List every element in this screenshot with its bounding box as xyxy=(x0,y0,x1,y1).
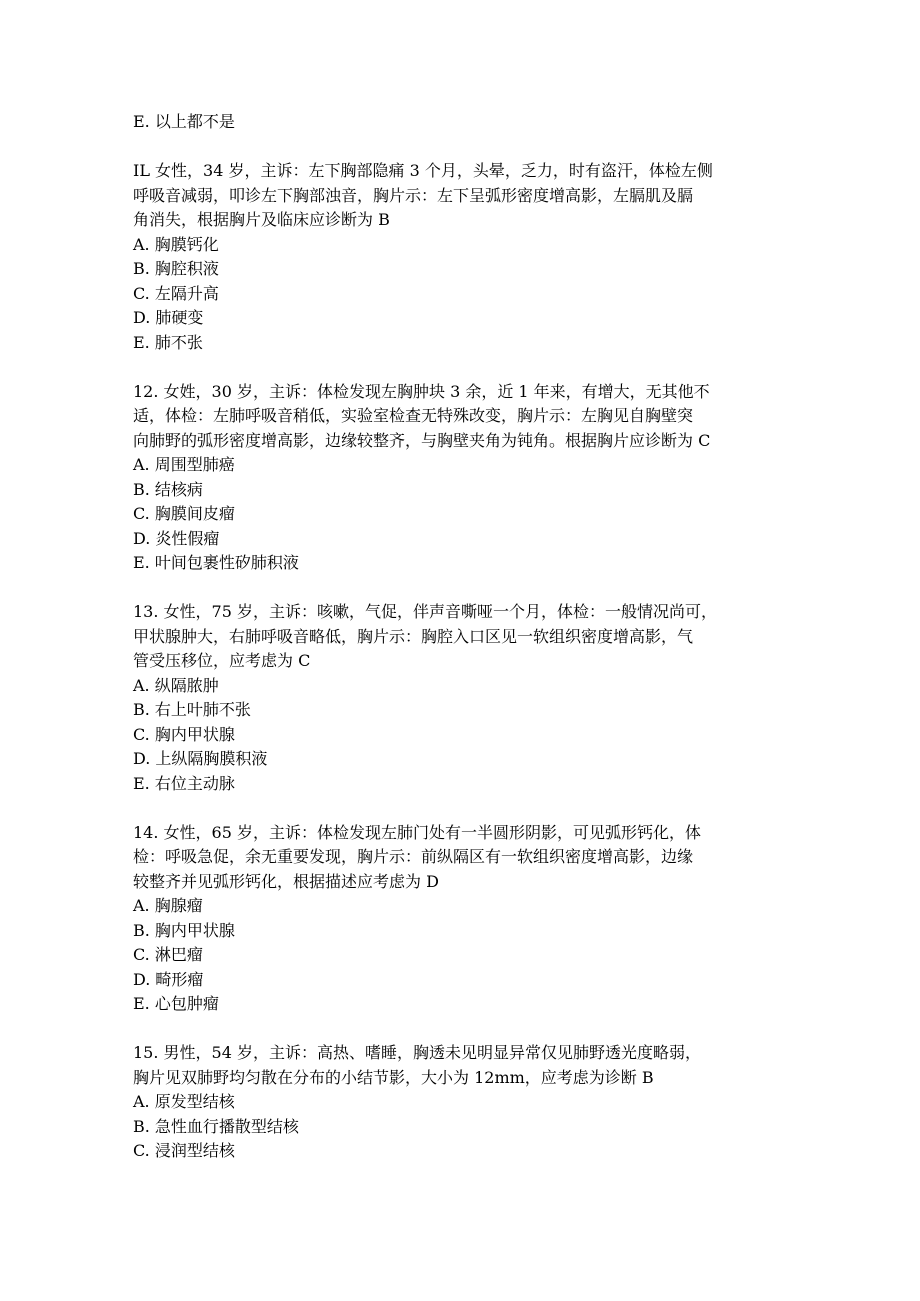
question-text: 胸片见双肺野均匀散在分布的小结节影，大小为 12mm，应考虑为诊断 B xyxy=(133,1067,654,1087)
question-text: 13. 女性，75 岁，主诉：咳嗽，气促，伴声音嘶哑一个月，体检：一般情况尚可， xyxy=(133,602,717,621)
question-block-11 xyxy=(133,159,793,355)
option-line: E. 叶间包裹性矽肺积液 xyxy=(133,553,299,572)
question-text: 适，体检：左肺呼吸音稍低，实验室检查无特殊改变，胸片示：左胸见自胸壁突 xyxy=(133,406,694,425)
question-text: 较整齐并见弧形钙化，根据描述应考虑为 D xyxy=(133,871,439,891)
option-line: A. 原发型结核 xyxy=(133,1092,235,1111)
option-line: B. 结核病 xyxy=(133,479,203,499)
question-text: 角消失，根据胸片及临床应诊断为 B xyxy=(133,210,390,229)
question-block-14 xyxy=(133,821,793,1017)
option-line: A. 胸腺瘤 xyxy=(133,896,203,915)
option-line: D. 上纵隔胸膜积液 xyxy=(133,749,268,768)
question-text: 向肺野的弧形密度增高影，边缘较整齐，与胸壁夹角为钝角。根据胸片应诊断为 C xyxy=(133,430,711,450)
question-block-prev xyxy=(133,110,793,135)
question-text: 管受压移位，应考虑为 C xyxy=(133,651,311,670)
question-text: 14. 女性，65 岁，主诉：体检发现左肺门处有一半圆形阴影，可见弧形钙化，体 xyxy=(133,822,701,842)
document-page xyxy=(133,110,793,1188)
question-text: 15. 男性，54 岁，主诉：高热、嗜睡，胸透未见明显异常仅见肺野透光度略弱， xyxy=(133,1043,701,1062)
option-line: A. 周围型肺癌 xyxy=(133,455,235,474)
option-line: D. 肺硬变 xyxy=(133,308,204,327)
option-line: B. 胸腔积液 xyxy=(133,259,219,278)
option-line: A. 胸膜钙化 xyxy=(133,234,219,254)
option-line: B. 右上叶肺不张 xyxy=(133,700,251,719)
option-line: E. 肺不张 xyxy=(133,332,203,352)
option-line: C. 浸润型结核 xyxy=(133,1141,235,1160)
question-text: 12. 女姓，30 岁，主诉：体检发现左胸肿块 3 余，近 1 年来，有增大，无其他不 xyxy=(133,381,710,401)
option-line: A. 纵隔脓肿 xyxy=(133,675,219,695)
question-text: 甲状腺肿大，右肺呼吸音略低，胸片示：胸腔入口区见一软组织密度增高影，气 xyxy=(133,626,694,646)
option-line: C. 左隔升高 xyxy=(133,283,219,303)
question-block-15 xyxy=(133,1041,793,1164)
option-line: E. 右位主动脉 xyxy=(133,773,235,793)
question-text: 检：呼吸急促，余无重要发现，胸片示：前纵隔区有一软组织密度增高影，边缘 xyxy=(133,847,694,866)
option-line: B. 胸内甲状腺 xyxy=(133,920,235,940)
question-text: 呼吸音减弱，叩诊左下胸部浊音，胸片示：左下呈弧形密度增高影，左膈肌及膈 xyxy=(133,185,694,205)
option-line: E. 以上都不是 xyxy=(133,112,235,131)
option-line: D. 畸形瘤 xyxy=(133,969,204,989)
question-block-13 xyxy=(133,600,793,796)
option-line: C. 胸膜间皮瘤 xyxy=(133,504,235,523)
question-block-12 xyxy=(133,380,793,576)
option-line: E. 心包肿瘤 xyxy=(133,994,219,1013)
option-line: C. 胸内甲状腺 xyxy=(133,724,235,744)
option-line: C. 淋巴瘤 xyxy=(133,945,203,964)
option-line: B. 急性血行播散型结核 xyxy=(133,1116,299,1136)
question-text: IL 女性，34 岁，主诉：左下胸部隐痛 3 个月，头晕，乏力，时有盗汗，体检左侧 xyxy=(133,161,713,180)
option-line: D. 炎性假瘤 xyxy=(133,528,220,548)
